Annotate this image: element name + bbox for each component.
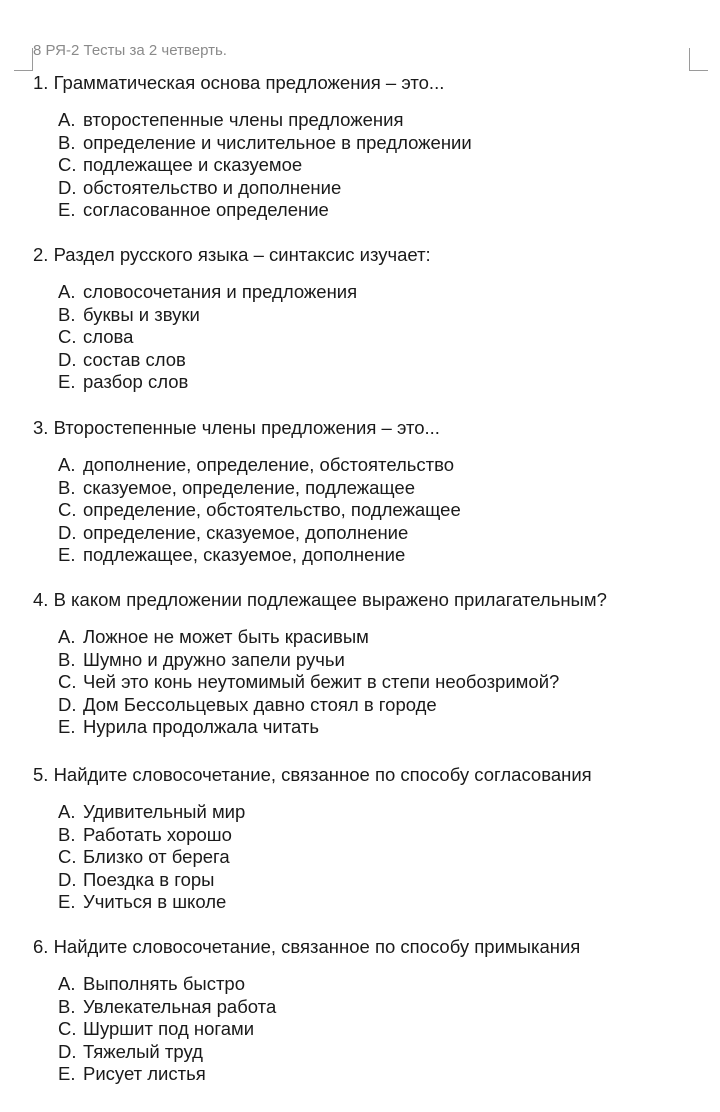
option-b	[58, 996, 693, 1019]
option-letter: C.	[58, 846, 77, 868]
option-letter: B.	[58, 995, 76, 1017]
option-list	[33, 109, 693, 222]
option-b	[58, 824, 693, 847]
option-letter: E.	[58, 716, 76, 738]
option-letter: A.	[58, 801, 76, 822]
option-text: Ложное не может быть красивым	[83, 626, 369, 647]
option-c	[58, 154, 693, 177]
option-letter: A.	[58, 281, 76, 302]
option-d	[58, 869, 693, 892]
option-text: Шуршит под ногами	[83, 1018, 255, 1040]
option-letter: E.	[58, 544, 76, 566]
option-text: подлежащее, сказуемое, дополнение	[83, 544, 406, 566]
option-c	[58, 499, 693, 522]
option-d	[58, 694, 693, 717]
option-text: состав слов	[83, 348, 186, 370]
question-1	[33, 72, 693, 222]
option-letter: E.	[58, 199, 76, 221]
option-letter: B.	[58, 131, 76, 153]
option-a	[58, 973, 693, 996]
option-text: разбор слов	[83, 371, 189, 393]
option-letter: C.	[58, 499, 77, 521]
question-4	[33, 589, 693, 739]
question-title: 4. В каком предложении подлежащее выражено прилагательным?	[33, 589, 607, 610]
option-a	[58, 626, 693, 649]
option-letter: C.	[58, 326, 77, 348]
option-text: Нурила продолжала читать	[83, 716, 320, 738]
option-d	[58, 1041, 693, 1064]
option-b	[58, 477, 693, 500]
option-letter: D.	[58, 868, 77, 890]
option-list	[33, 626, 693, 739]
option-a	[58, 109, 693, 132]
option-e	[58, 544, 693, 567]
option-letter: D.	[58, 1040, 77, 1062]
option-list	[33, 454, 693, 567]
option-text: словосочетания и предложения	[83, 281, 358, 302]
option-text: определение, обстоятельство, подлежащее	[83, 499, 461, 521]
option-text: Работать хорошо	[83, 823, 232, 845]
option-list	[33, 801, 693, 914]
question-3	[33, 417, 693, 567]
option-text: Чей это конь неутомимый бежит в степи необозримой?	[83, 671, 560, 693]
option-d	[58, 177, 693, 200]
option-e	[58, 1063, 693, 1086]
option-text: Увлекательная работа	[83, 995, 277, 1017]
question-2	[33, 244, 693, 394]
option-text: сказуемое, определение, подлежащее	[83, 476, 415, 498]
option-text: Шумно и дружно запели ручьи	[83, 648, 345, 670]
option-letter: D.	[58, 693, 77, 715]
option-text: Поездка в горы	[83, 868, 215, 890]
question-title: 6. Найдите словосочетание, связанное по способу примыкания	[33, 936, 581, 957]
question-title: 5. Найдите словосочетание, связанное по способу согласования	[33, 764, 592, 785]
option-letter: A.	[58, 454, 76, 475]
option-d	[58, 522, 693, 545]
option-letter: A.	[58, 626, 76, 647]
option-list	[33, 281, 693, 394]
option-text: Близко от берега	[83, 846, 230, 868]
option-e	[58, 371, 693, 394]
option-a	[58, 454, 693, 477]
option-letter: A.	[58, 109, 76, 130]
option-text: Дом Бессольцевых давно стоял в городе	[83, 693, 437, 715]
question-5	[33, 764, 693, 914]
option-b	[58, 132, 693, 155]
option-letter: D.	[58, 348, 77, 370]
option-letter: B.	[58, 476, 76, 498]
page-corner-mark-right	[689, 48, 708, 71]
option-text: обстоятельство и дополнение	[83, 176, 342, 198]
option-a	[58, 801, 693, 824]
option-letter: E.	[58, 1063, 76, 1085]
option-b	[58, 649, 693, 672]
option-text: дополнение, определение, обстоятельство	[83, 454, 455, 475]
question-title: 2. Раздел русского языка – синтаксис изучает:	[33, 244, 431, 265]
option-d	[58, 349, 693, 372]
option-letter: A.	[58, 973, 76, 994]
option-c	[58, 846, 693, 869]
option-letter: B.	[58, 648, 76, 670]
option-text: Учиться в школе	[83, 891, 227, 913]
option-text: буквы и звуки	[83, 303, 200, 325]
option-letter: C.	[58, 154, 77, 176]
option-text: подлежащее и сказуемое	[83, 154, 303, 176]
option-text: Рисует листья	[83, 1063, 206, 1085]
document-header: 8 РЯ-2 Тесты за 2 четверть.	[33, 42, 227, 59]
option-list	[33, 973, 693, 1086]
option-letter: B.	[58, 303, 76, 325]
option-letter: C.	[58, 1018, 77, 1040]
question-title: 1. Грамматическая основа предложения – это...	[33, 72, 445, 93]
option-c	[58, 1018, 693, 1041]
option-text: Удивительный мир	[83, 801, 246, 822]
question-6	[33, 936, 693, 1086]
question-title: 3. Второстепенные члены предложения – это...	[33, 417, 440, 438]
option-letter: C.	[58, 671, 77, 693]
option-letter: E.	[58, 891, 76, 913]
option-c	[58, 671, 693, 694]
option-text: второстепенные члены предложения	[83, 109, 404, 130]
option-c	[58, 326, 693, 349]
option-e	[58, 891, 693, 914]
option-a	[58, 281, 693, 304]
option-letter: D.	[58, 176, 77, 198]
option-text: Тяжелый труд	[83, 1040, 203, 1062]
option-e	[58, 199, 693, 222]
page-corner-mark-left	[14, 48, 33, 71]
option-text: Выполнять быстро	[83, 973, 246, 994]
option-letter: B.	[58, 823, 76, 845]
option-letter: D.	[58, 521, 77, 543]
option-text: согласованное определение	[83, 199, 329, 221]
option-text: определение и числительное в предложении	[83, 131, 472, 153]
option-letter: E.	[58, 371, 76, 393]
option-b	[58, 304, 693, 327]
option-e	[58, 716, 693, 739]
option-text: слова	[83, 326, 134, 348]
option-text: определение, сказуемое, дополнение	[83, 521, 409, 543]
